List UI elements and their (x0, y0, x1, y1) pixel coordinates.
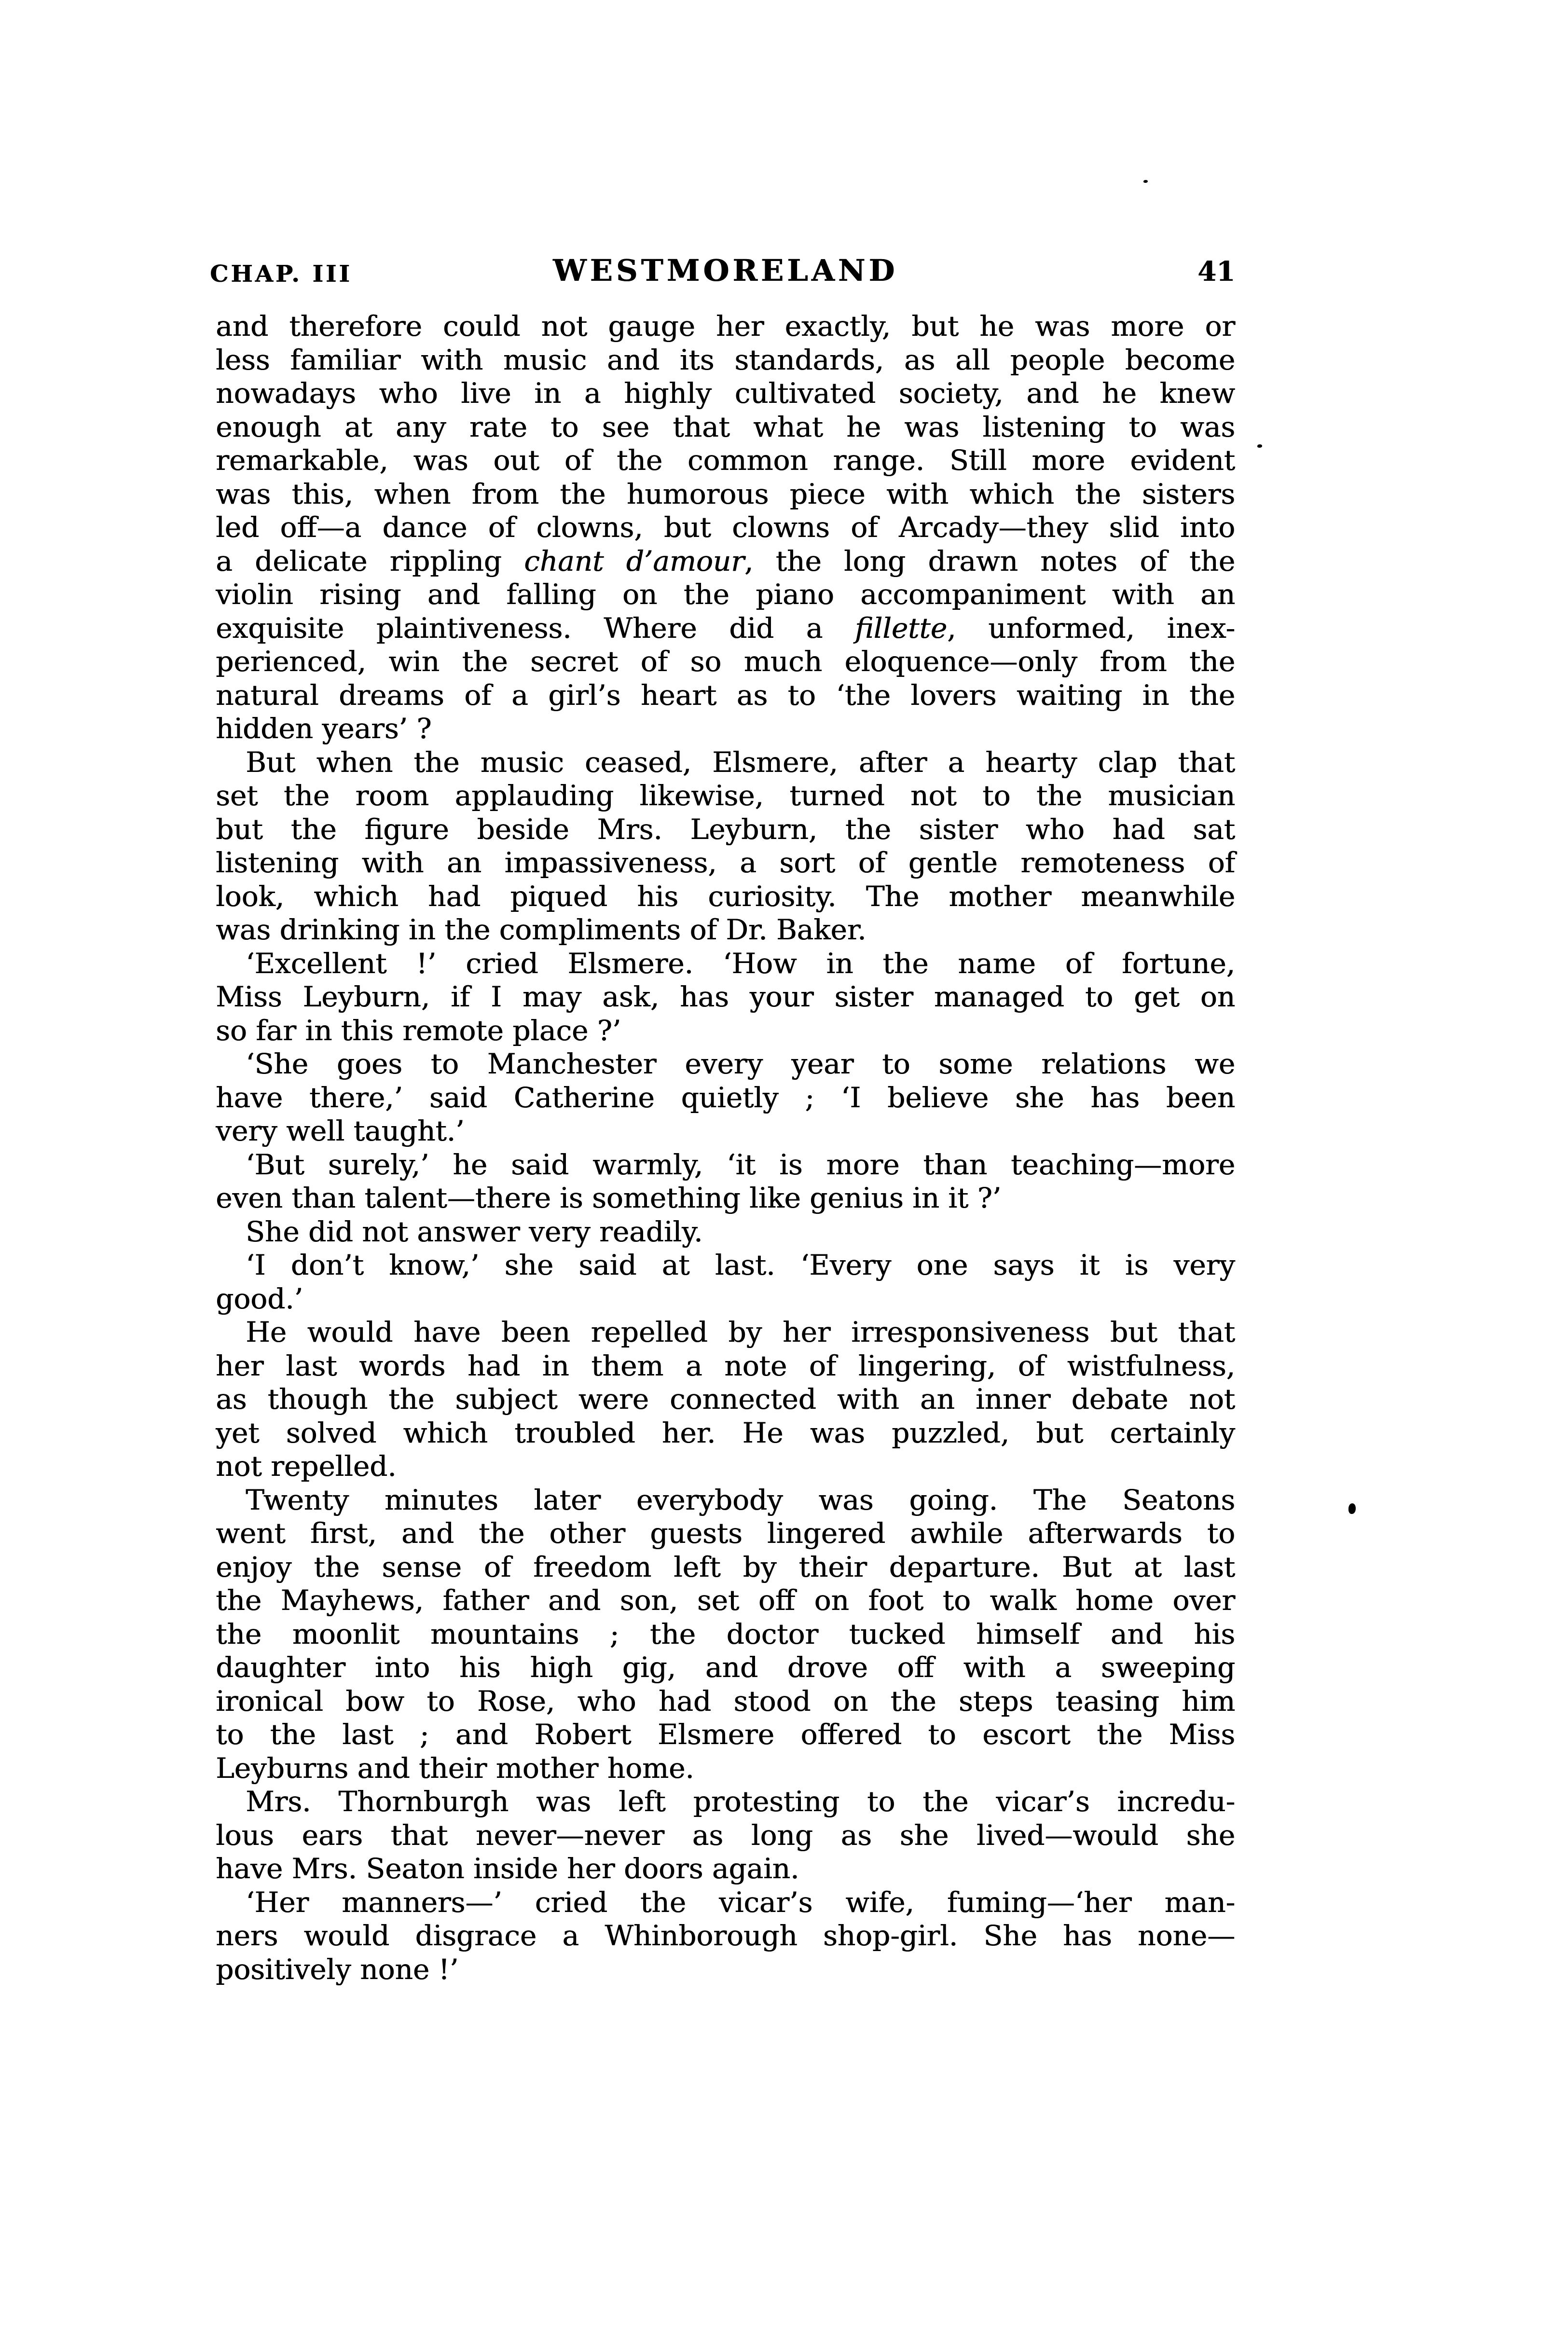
text-segment: was this, when from the humorous piece with which the sisters (216, 477, 1235, 510)
text-line (216, 947, 1235, 981)
text-segment: but the figure beside Mrs. Leyburn, the sister who had sat (216, 812, 1235, 846)
text-line (216, 1752, 1235, 1786)
text-segment: good.’ (216, 1282, 303, 1315)
text-line (216, 511, 1235, 545)
text-segment: He would have been repelled by her irresponsiveness but that (246, 1316, 1235, 1348)
text-segment: as though the subject were connected with an inner debate not (216, 1383, 1235, 1416)
text-line (216, 712, 1235, 746)
text-line (216, 1953, 1235, 1987)
text-segment: ners would disgrace a Whinborough shop-girl. She has none— (216, 1919, 1235, 1952)
text-line (216, 1785, 1235, 1819)
text-segment: look, which had piqued his curiosity. The mother meanwhile (216, 880, 1235, 913)
text-segment: Mrs. Thornburgh was left protesting to the vicar’s incredu- (246, 1785, 1235, 1818)
text-segment: very well taught.’ (216, 1114, 465, 1147)
text-segment: ‘Excellent !’ cried Elsmere. ‘How in the name of fortune, (246, 947, 1235, 980)
text-line (216, 1215, 1235, 1249)
text-segment: listening with an impassiveness, a sort of gentle remoteness of (216, 846, 1235, 879)
italic-text: fillette (854, 611, 947, 645)
text-line (216, 1484, 1235, 1517)
text-segment: to the last ; and Robert Elsmere offered to escort the Miss (216, 1718, 1235, 1751)
text-segment: ‘Her manners—’ cried the vicar’s wife, fuming—‘her man- (246, 1885, 1235, 1919)
text-segment: not repelled. (216, 1450, 397, 1483)
text-line (216, 1383, 1235, 1417)
text-segment: the moonlit mountains ; the doctor tucked himself and his (216, 1617, 1235, 1651)
text-segment: positively none !’ (216, 1953, 459, 1986)
text-line (216, 1450, 1235, 1484)
text-segment: Twenty minutes later everybody was going. The Seatons (246, 1483, 1235, 1516)
text-line (216, 1014, 1235, 1048)
text-segment: have Mrs. Seaton inside her doors again. (216, 1852, 799, 1885)
text-segment: her last words had in them a note of lingering, of wistfulness, (216, 1349, 1235, 1382)
text-segment: enough at any rate to see that what he was listening to was (216, 410, 1235, 443)
text-line (216, 478, 1235, 511)
text-line (216, 411, 1235, 444)
text-segment: ironical bow to Rose, who had stood on the steps teasing him (216, 1684, 1235, 1718)
text-line (216, 1685, 1235, 1719)
text-line (216, 1114, 1235, 1148)
text-line (216, 344, 1235, 377)
text-segment: But when the music ceased, Elsmere, after a hearty clap that (246, 745, 1235, 779)
text-line (216, 310, 1235, 344)
text-line (216, 1651, 1235, 1685)
text-segment: set the room applauding likewise, turned not to the musician (216, 779, 1235, 812)
text-segment: yet solved which troubled her. He was puzzled, but certainly (216, 1416, 1235, 1449)
italic-text: chant d’amour (524, 544, 744, 578)
text-segment: even than talent—there is something like genius in it ?’ (216, 1182, 1002, 1214)
text-line (216, 1047, 1235, 1081)
body-text (216, 310, 1235, 1986)
text-segment: nowadays who live in a highly cultivated society, and he knew (216, 377, 1235, 410)
text-segment: exquisite plaintiveness. Where did a (216, 611, 855, 645)
text-segment: was drinking in the compliments of Dr. Baker. (216, 913, 867, 946)
text-line (216, 1852, 1235, 1886)
text-line (216, 779, 1235, 813)
text-line (216, 1886, 1235, 1920)
ink-speck (1143, 180, 1148, 183)
text-segment: Miss Leyburn, if I may ask, has your sister managed to get on (216, 980, 1235, 1013)
text-segment: ‘I don’t know,’ she said at last. ‘Every one says it is very (246, 1249, 1235, 1281)
text-line (216, 1148, 1235, 1182)
text-line (216, 813, 1235, 847)
text-line (216, 880, 1235, 914)
text-line (216, 1249, 1235, 1282)
text-segment: ‘But surely,’ he said warmly, ‘it is more than teaching—more (246, 1148, 1235, 1181)
text-line (216, 1551, 1235, 1584)
text-segment: a delicate rippling (216, 544, 524, 578)
text-line (216, 1819, 1235, 1853)
text-segment: She did not answer very readily. (246, 1215, 703, 1248)
text-line (216, 1081, 1235, 1115)
text-line (216, 645, 1235, 679)
text-segment: violin rising and falling on the piano accompaniment with an (216, 578, 1235, 611)
text-segment: less familiar with music and its standards, as all people become (216, 343, 1235, 376)
chapter-label: CHAP. III (210, 261, 352, 288)
text-segment: natural dreams of a girl’s heart as to ‘the lovers waiting in the (216, 678, 1235, 712)
ink-speck (1348, 1503, 1356, 1514)
text-segment: went first, and the other guests lingered awhile afterwards to (216, 1517, 1235, 1550)
text-line (216, 1618, 1235, 1651)
text-line (216, 846, 1235, 880)
text-line (216, 444, 1235, 478)
text-segment: perienced, win the secret of so much eloquence—only from the (216, 645, 1235, 678)
text-segment: ‘She goes to Manchester every year to some relations we (246, 1047, 1235, 1080)
text-segment: and therefore could not gauge her exactly, but he was more or (216, 310, 1235, 343)
text-segment: led off—a dance of clowns, but clowns of Arcady—they slid into (216, 511, 1235, 544)
text-segment: so far in this remote place ?’ (216, 1014, 621, 1047)
text-line (216, 1919, 1235, 1953)
text-segment: , the long drawn notes of the (744, 544, 1236, 578)
text-line (216, 1584, 1235, 1618)
text-line (216, 1349, 1235, 1383)
text-line (216, 1282, 1235, 1316)
text-segment: daughter into his high gig, and drove off with a sweeping (216, 1651, 1235, 1684)
text-line (216, 1182, 1235, 1215)
text-line (216, 612, 1235, 646)
text-line (216, 545, 1235, 578)
text-line (216, 1718, 1235, 1752)
text-line (216, 1517, 1235, 1551)
text-line (216, 377, 1235, 411)
page-number: 41 (1197, 256, 1235, 288)
text-line (216, 679, 1235, 713)
text-line (216, 746, 1235, 780)
text-line (216, 1417, 1235, 1450)
text-segment: enjoy the sense of freedom left by their departure. But at last (216, 1550, 1235, 1583)
text-segment: , unformed, inex- (947, 611, 1235, 645)
text-line (216, 578, 1235, 612)
text-line (216, 913, 1235, 947)
text-segment: remarkable, was out of the common range. Still more evident (216, 444, 1235, 477)
text-line (216, 980, 1235, 1014)
page-header (210, 253, 1235, 291)
text-segment: hidden years’ ? (216, 712, 432, 745)
text-segment: Leyburns and their mother home. (216, 1751, 694, 1785)
text-segment: lous ears that never—never as long as she lived—would she (216, 1818, 1235, 1852)
text-segment: have there,’ said Catherine quietly ; ‘I believe she has been (216, 1081, 1235, 1114)
text-line (216, 1316, 1235, 1349)
ink-speck (1257, 444, 1262, 448)
text-segment: the Mayhews, father and son, set off on foot to walk home over (216, 1584, 1235, 1617)
running-title: WESTMORELAND (552, 253, 898, 288)
